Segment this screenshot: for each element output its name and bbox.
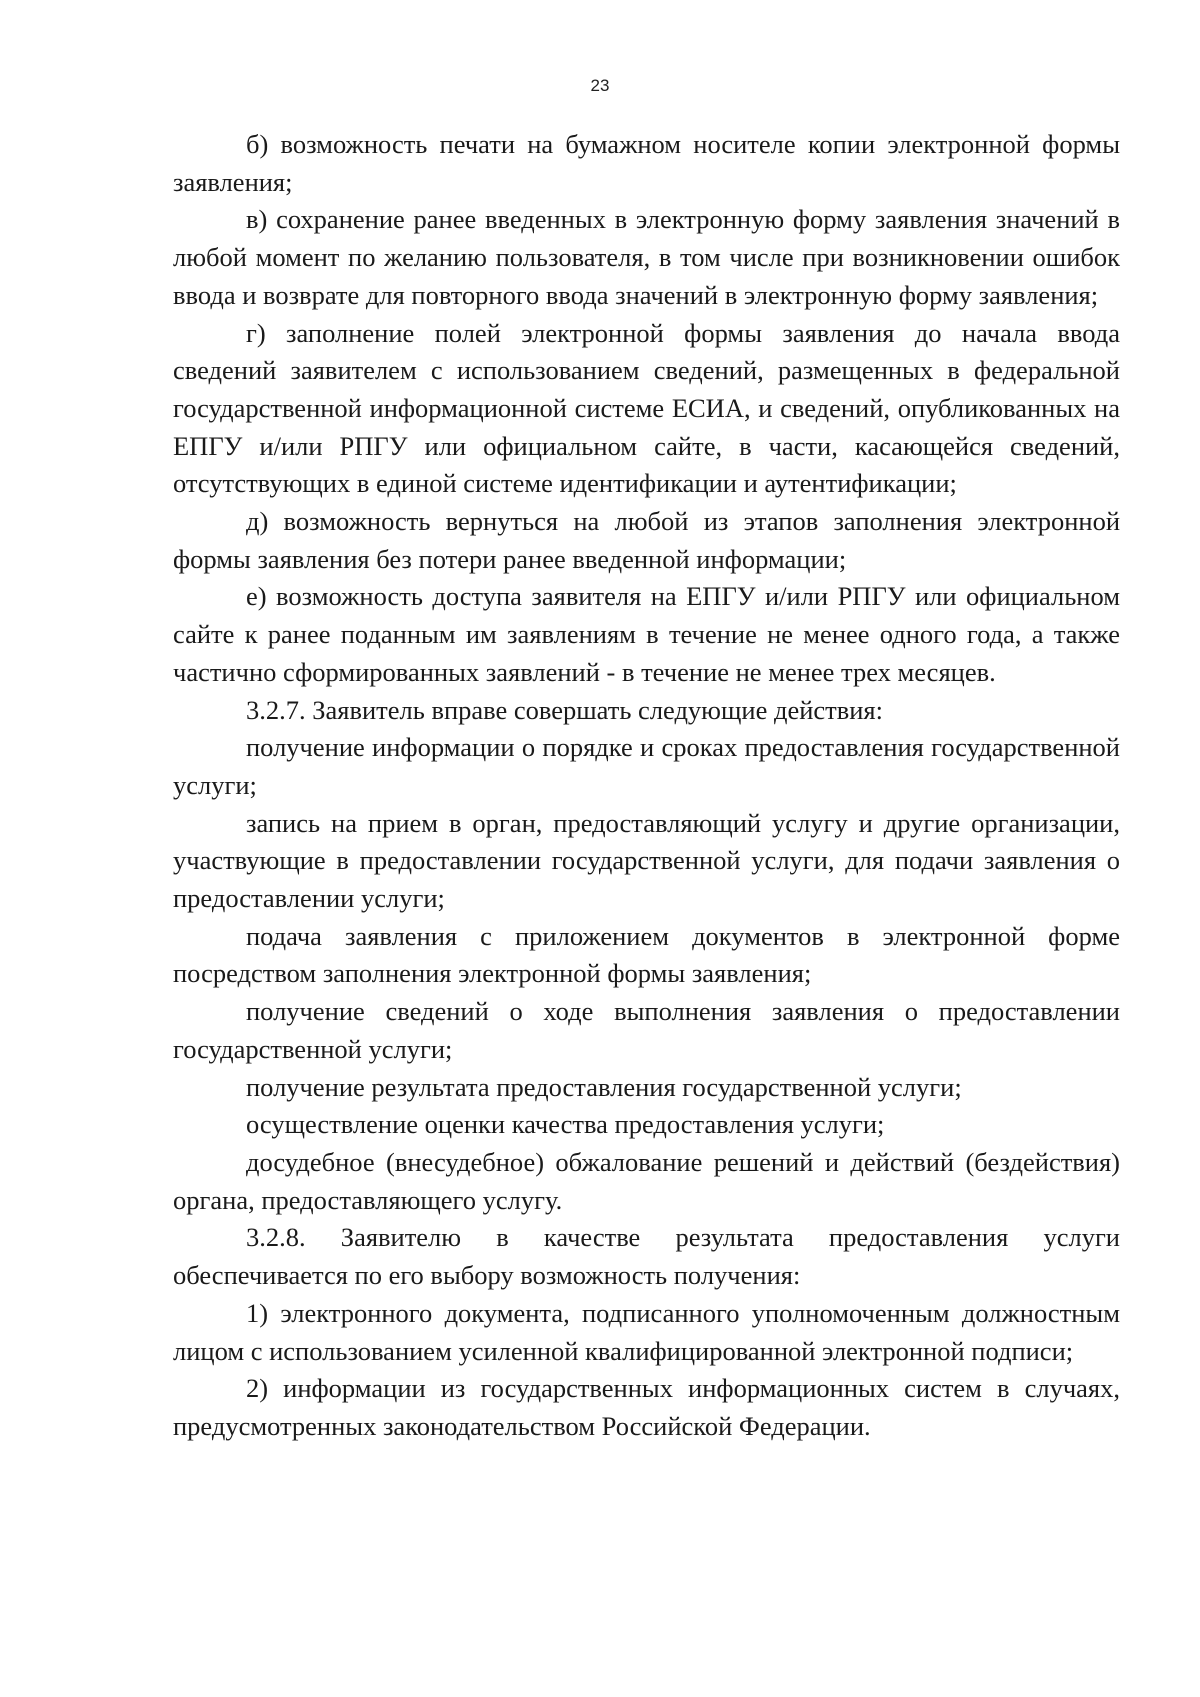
- paragraph-v: в) сохранение ранее введенных в электронную форму заявления значений в любой момент по желанию пользователя, в том числе при возникновении ошибок ввода и возврате для повторного ввода значений в электронную форму заявления;: [173, 204, 1120, 310]
- action-item: подача заявления с приложением документов в электронной форме посредством заполнения электронной формы заявления;: [173, 920, 1120, 989]
- result-item-1: 1) электронного документа, подписанного уполномоченным должностным лицом с использованием усиленной квалифицированной электронной подписи;: [173, 1297, 1120, 1366]
- action-item: досудебное (внесудебное) обжалование решений и действий (бездействия) органа, предоставляющего услугу.: [173, 1146, 1120, 1215]
- section-3-2-7-heading: 3.2.7. Заявитель вправе совершать следующие действия:: [246, 694, 883, 725]
- action-item: получение информации о порядке и сроках предоставления государственной услуги;: [173, 732, 1120, 800]
- paragraph-g: г) заполнение полей электронной формы заявления до начала ввода сведений заявителем с использованием сведений, размещенных в федеральной государственной информационной системе ЕСИА, и сведений, опубликованных на ЕПГУ и/или РПГУ или официальном сайте, в части, касающейся сведений, отсутствующих в единой системе идентификации и аутентификации;: [173, 317, 1120, 499]
- action-item: осуществление оценки качества предоставления услуги;: [246, 1109, 885, 1140]
- action-item: запись на прием в орган, предоставляющий услугу и другие организации, участвующие в предоставлении государственной услуги, для подачи заявления о предоставлении услуги;: [173, 807, 1120, 914]
- section-3-2-8-heading: 3.2.8. Заявителю в качестве результата предоставления услуги обеспечивается по его выбору возможность получения:: [173, 1222, 1120, 1291]
- paragraph-b: б) возможность печати на бумажном носителе копии электронной формы заявления;: [173, 129, 1120, 197]
- document-body: [173, 126, 1120, 1446]
- paragraph-e: е) возможность доступа заявителя на ЕПГУ и/или РПГУ или официальном сайте к ранее поданным им заявлениям в течение не менее одного года, а также частично сформированных заявлений - в течение не менее трех месяцев.: [173, 581, 1120, 687]
- action-item: получение результата предоставления государственной услуги;: [246, 1071, 962, 1102]
- result-item-2: 2) информации из государственных информационных систем в случаях, предусмотренных законодательством Российской Федерации.: [173, 1373, 1120, 1441]
- paragraph-d: д) возможность вернуться на любой из этапов заполнения электронной формы заявления без потери ранее введенной информации;: [173, 506, 1120, 574]
- page-number: 23: [590, 76, 610, 95]
- action-item: получение сведений о ходе выполнения заявления о предоставлении государственной услуги;: [173, 996, 1120, 1064]
